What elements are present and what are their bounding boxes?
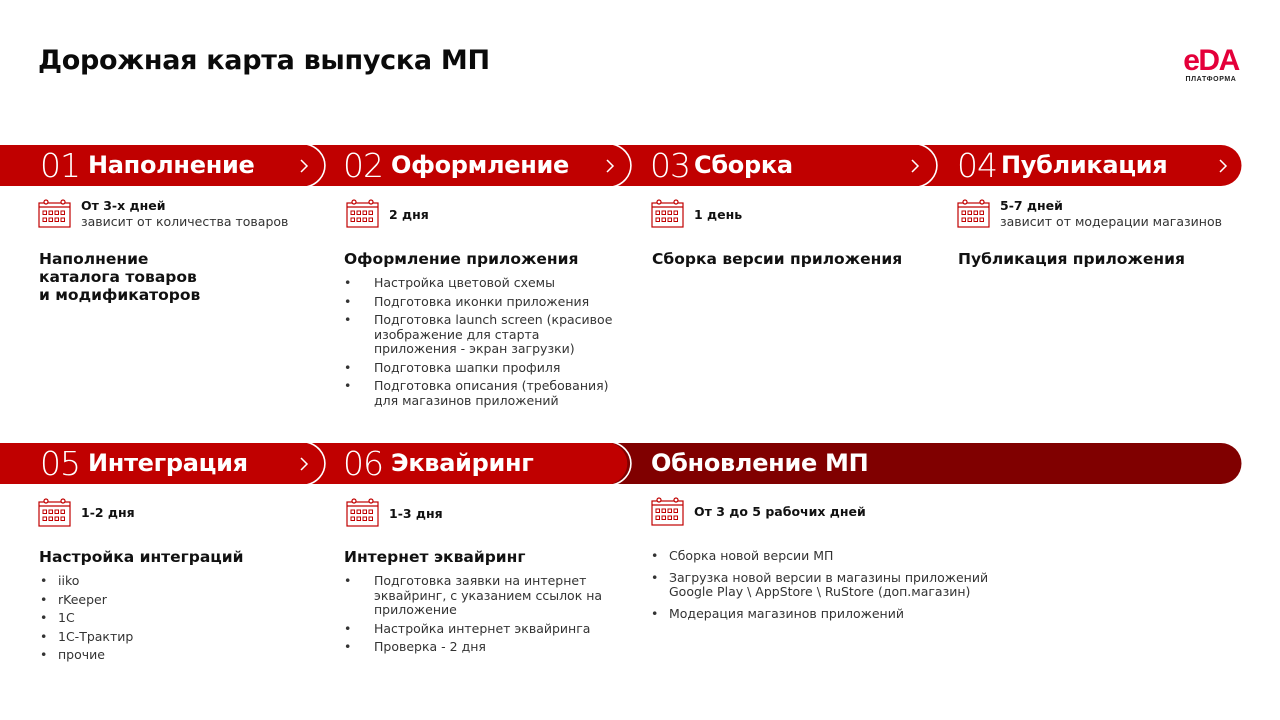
list-item: • Подготовка заявки на интернет эквайринг, с указанием ссылок на приложение <box>344 574 604 618</box>
calendar-icon <box>346 497 379 527</box>
stage-name: Оформление <box>391 151 570 179</box>
chevron-right-icon <box>1218 158 1228 174</box>
stage-tab-06[interactable] <box>343 443 603 484</box>
stage-name: Наполнение <box>88 151 255 179</box>
list-item: • Проверка - 2 дня <box>344 640 604 655</box>
stage-05-heading: Настройка интеграций <box>39 548 244 566</box>
list-item: • прочие <box>40 648 300 663</box>
duration-value: От 3-х дней <box>81 198 166 213</box>
stage-01-duration <box>38 198 288 230</box>
duration-value: От 3 до 5 рабочих дней <box>694 504 866 519</box>
stage-name: Сборка <box>694 151 793 179</box>
duration-value: 1-3 дня <box>389 506 443 521</box>
stage-tab-03[interactable] <box>650 145 930 186</box>
stage-number: 02 <box>343 146 383 185</box>
stage-04-duration <box>957 198 1222 230</box>
duration-note: зависит от количества товаров <box>81 214 289 229</box>
stage-06-duration <box>346 497 443 527</box>
list-item: • Модерация магазинов приложений <box>651 607 1011 622</box>
list-item: • iiko <box>40 574 300 589</box>
list-item: • Подготовка описания (требования) для магазинов приложений <box>344 379 624 408</box>
update-tab[interactable] <box>651 443 1211 484</box>
list-item: • Настройка цветовой схемы <box>344 276 624 291</box>
chevron-right-icon <box>299 158 309 174</box>
stage-number: 03 <box>650 146 690 185</box>
stage-01-heading <box>39 250 200 304</box>
stage-name: Публикация <box>1001 151 1168 179</box>
stage-tab-02[interactable] <box>343 145 623 186</box>
list-item: • 1С <box>40 611 300 626</box>
update-name: Обновление МП <box>651 449 869 477</box>
update-task-list <box>651 549 1011 628</box>
calendar-icon <box>38 497 71 527</box>
stage-02-duration <box>346 198 429 228</box>
stage-03-heading: Сборка версии приложения <box>652 250 903 268</box>
heading-line: каталога товаров <box>39 268 197 286</box>
calendar-icon <box>651 496 684 526</box>
list-item: • Подготовка иконки приложения <box>344 295 624 310</box>
stage-02-task-list <box>344 276 624 412</box>
list-item: • Сборка новой версии МП <box>651 549 1011 564</box>
stages-banner-row-2 <box>0 443 1242 484</box>
list-item: • 1С-Трактир <box>40 630 300 645</box>
logo-subtitle: ПЛАТФОРМА <box>1185 76 1237 83</box>
list-item: • Загрузка новой версии в магазины приложений Google Play \ AppStore \ RuStore (доп.магазин) <box>651 571 1011 600</box>
stage-tab-05[interactable] <box>40 443 330 484</box>
heading-line: Наполнение <box>39 250 149 268</box>
stage-05-integration-list <box>40 574 300 667</box>
stage-number: 05 <box>40 444 80 483</box>
stage-name: Интеграция <box>88 449 248 477</box>
stage-number: 06 <box>343 444 383 483</box>
calendar-icon <box>38 198 71 228</box>
stage-06-heading: Интернет эквайринг <box>344 548 526 566</box>
duration-value: 5-7 дней <box>1000 198 1063 213</box>
stage-number: 04 <box>957 146 997 185</box>
logo-wordmark: eDA <box>1183 44 1239 77</box>
stage-tab-04[interactable] <box>957 145 1217 186</box>
stage-04-heading: Публикация приложения <box>958 250 1185 268</box>
chevron-right-icon <box>299 456 309 472</box>
duration-value: 1 день <box>694 207 743 222</box>
stage-tab-01[interactable] <box>40 145 330 186</box>
list-item: • Подготовка launch screen (красивое изображение для старта приложения - экран загрузки) <box>344 313 624 357</box>
chevron-right-icon <box>605 158 615 174</box>
calendar-icon <box>957 198 990 228</box>
chevron-right-icon <box>910 158 920 174</box>
stage-06-task-list <box>344 574 604 659</box>
stages-banner-row-1 <box>0 145 1242 186</box>
stage-name: Эквайринг <box>391 449 534 477</box>
list-item: • Подготовка шапки профиля <box>344 361 624 376</box>
stage-03-duration <box>651 198 742 228</box>
brand-logo <box>1178 46 1244 86</box>
calendar-icon <box>346 198 379 228</box>
heading-line: и модификаторов <box>39 286 201 304</box>
update-duration <box>651 496 866 526</box>
stage-number: 01 <box>40 146 80 185</box>
page-title: Дорожная карта выпуска МП <box>38 45 490 76</box>
duration-value: 1-2 дня <box>81 505 135 520</box>
calendar-icon <box>651 198 684 228</box>
duration-value: 2 дня <box>389 207 429 222</box>
list-item: • Настройка интернет эквайринга <box>344 622 604 637</box>
list-item: • rKeeper <box>40 593 300 608</box>
stage-02-heading: Оформление приложения <box>344 250 579 268</box>
duration-note: зависит от модерации магазинов <box>1000 214 1222 229</box>
stage-05-duration <box>38 497 135 527</box>
